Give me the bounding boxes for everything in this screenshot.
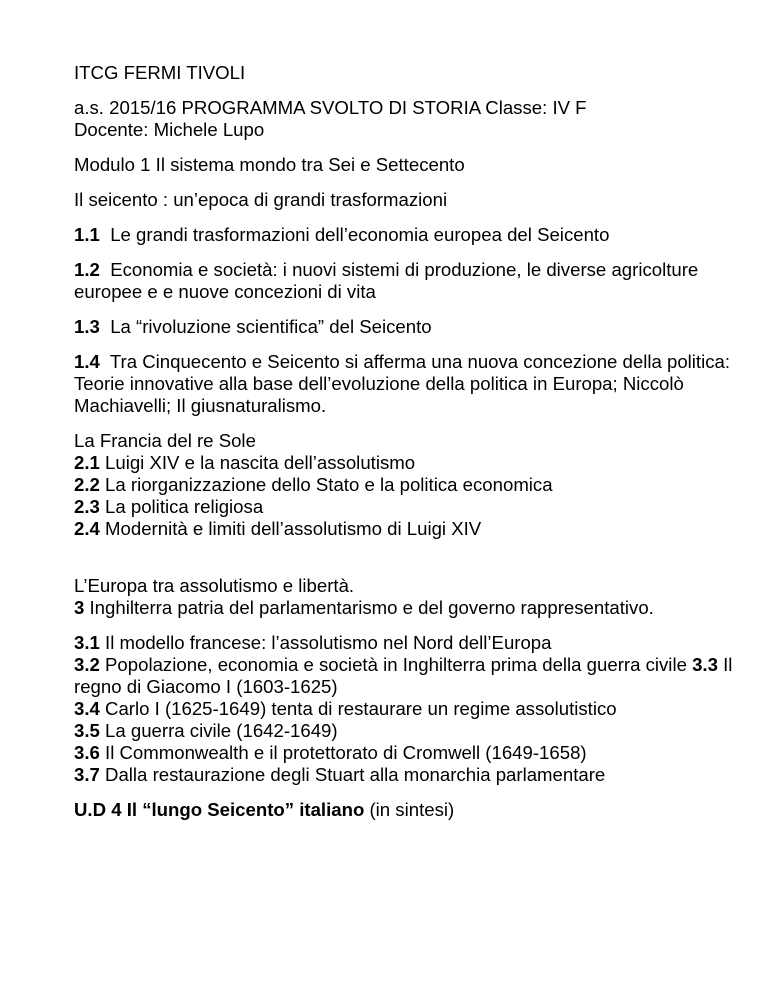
topic-3-5 — [74, 720, 754, 742]
topic-2-4 — [74, 518, 754, 540]
topic-3-7 — [74, 764, 754, 786]
topic-1-3 — [74, 316, 754, 338]
topic-number: 3.5 — [74, 720, 100, 741]
section-2 — [74, 430, 754, 540]
topic-number: 2.3 — [74, 496, 100, 517]
topic-2-1 — [74, 452, 754, 474]
topic-3-1 — [74, 632, 754, 654]
topic-number: 3.2 — [74, 654, 100, 675]
year-class-line: a.s. 2015/16 PROGRAMMA SVOLTO DI STORIA Classe: IV F — [74, 97, 587, 118]
topic-number: 2.2 — [74, 474, 100, 495]
topic-number: 3.3 — [692, 654, 718, 675]
topic-number: 1.4 — [74, 351, 100, 372]
module-1-subtitle: Il seicento : un’epoca di grandi trasformazioni — [74, 189, 448, 210]
topic-text: Il regno di Giacomo I (1603-1625) — [74, 654, 738, 697]
program-header — [74, 97, 754, 141]
topic-text: La guerra civile (1642-1649) — [99, 720, 338, 741]
topic-text: La “rivoluzione scientifica” del Seicento — [99, 316, 432, 337]
topic-2-2 — [74, 474, 754, 496]
topic-text: Dalla restaurazione degli Stuart alla monarchia parlamentare — [99, 764, 606, 785]
section-3-title: L’Europa tra assolutismo e libertà. — [74, 575, 355, 596]
topic-number: 3 — [74, 597, 85, 618]
topic-1-1 — [74, 224, 754, 246]
topic-number: 1.3 — [74, 316, 100, 337]
section-2-title: La Francia del re Sole — [74, 430, 256, 451]
topic-number: 1.2 — [74, 259, 100, 280]
topic-text: La politica religiosa — [99, 496, 264, 517]
topic-text: Economia e società: i nuovi sistemi di produzione, le diverse agricolture europee e e nuove concezioni di vita — [74, 259, 704, 302]
topic-number: 1.1 — [74, 224, 100, 245]
document-page — [74, 62, 754, 821]
topic-number: 2.4 — [74, 518, 100, 539]
topic-number: 3.1 — [74, 632, 100, 653]
topic-1-4 — [74, 351, 754, 417]
topic-text: Modernità e limiti dell’assolutismo di Luigi XIV — [99, 518, 482, 539]
ud-4-title: U.D 4 Il “lungo Seicento” italiano — [74, 799, 365, 820]
topic-3-6 — [74, 742, 754, 764]
topic-text: Popolazione, economia e società in Inghilterra prima della guerra civile — [99, 654, 693, 675]
topic-3-4 — [74, 698, 754, 720]
topic-2-3 — [74, 496, 754, 518]
topic-number: 3.4 — [74, 698, 100, 719]
topic-text: Carlo I (1625-1649) tenta di restaurare un regime assolutistico — [99, 698, 617, 719]
ud-4-heading — [74, 799, 754, 821]
section-3-header — [74, 575, 754, 619]
topic-text: Il Commonwealth e il protettorato di Cromwell (1649-1658) — [99, 742, 587, 763]
section-3-intro — [74, 597, 754, 619]
teacher-line: Docente: Michele Lupo — [74, 119, 265, 140]
topic-text: Tra Cinquecento e Seicento si afferma una nuova concezione della politica: Teorie innovative alla base dell’evoluzione della politica in Europa; Niccolò Machiavelli; Il giusnaturalismo. — [74, 351, 735, 416]
module-1-title: Modulo 1 Il sistema mondo tra Sei e Settecento — [74, 154, 465, 175]
topic-number: 2.1 — [74, 452, 100, 473]
topic-number: 3.7 — [74, 764, 100, 785]
topic-text: Il modello francese: l’assolutismo nel Nord dell’Europa — [99, 632, 552, 653]
topic-text: Inghilterra patria del parlamentarismo e del governo rappresentativo. — [84, 597, 654, 618]
section-3-topics — [74, 632, 754, 786]
topic-number: 3.6 — [74, 742, 100, 763]
topic-1-2 — [74, 259, 754, 303]
school-name: ITCG FERMI TIVOLI — [74, 62, 246, 83]
topic-text: La riorganizzazione dello Stato e la politica economica — [99, 474, 553, 495]
topic-text: Luigi XIV e la nascita dell’assolutismo — [99, 452, 416, 473]
topic-3-2-3-3 — [74, 654, 754, 698]
ud-4-note: (in sintesi) — [364, 799, 455, 820]
topic-text: Le grandi trasformazioni dell’economia europea del Seicento — [99, 224, 610, 245]
